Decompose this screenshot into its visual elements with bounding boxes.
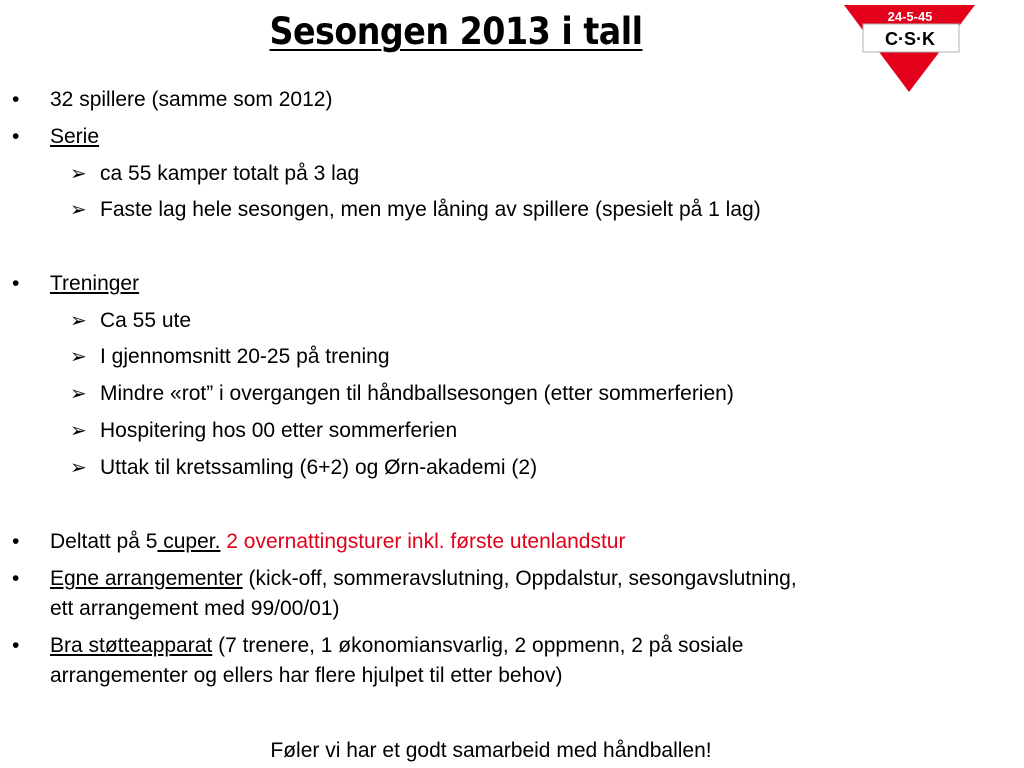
sub-bullet-text: Uttak til kretssamling (6+2) og Ørn-akademi (2) [100, 456, 538, 479]
sub-bullet-text: Faste lag hele sesongen, men mye låning av spillere (spesielt på 1 lag) [100, 198, 761, 221]
bullet-text: 32 spillere (samme som 2012) [50, 88, 333, 111]
bullet-glyph: • [12, 272, 20, 295]
stotteapparat-line2: arrangementer og ellers har flere hjulpet til etter behov) [50, 664, 563, 687]
bullet-text-arrangementer [50, 567, 797, 591]
bullet-heading-treninger: Treninger [50, 272, 140, 295]
arrangementer-line1: (kick-off, sommeravslutning, Oppdalstur, sesongavslutning, [242, 567, 797, 590]
footer-text: Føler vi har et godt samarbeid med håndballen! [270, 739, 712, 762]
arrow-glyph: ➢ [70, 199, 87, 221]
arrow-glyph: ➢ [70, 457, 87, 479]
arrow-glyph: ➢ [70, 420, 87, 442]
logo-top-text: 24-5-45 [887, 9, 933, 24]
bullet-heading-serie: Serie [50, 125, 100, 148]
arrow-glyph: ➢ [70, 383, 87, 405]
sub-bullet-text: Hospitering hos 00 etter sommerferien [100, 419, 458, 442]
sub-bullet-text: ca 55 kamper totalt på 3 lag [100, 162, 360, 185]
sub-bullet-text: I gjennomsnitt 20-25 på trening [100, 345, 390, 368]
bullet-glyph: • [12, 567, 20, 590]
logo-bottom-text: C·S·K [885, 29, 935, 49]
bullet-glyph: • [12, 88, 20, 111]
arrangementer-line2: ett arrangement med 99/00/01) [50, 597, 340, 620]
bullet-glyph: • [12, 530, 20, 553]
sub-bullet-text: Ca 55 ute [100, 309, 192, 332]
bullet-glyph: • [12, 125, 20, 148]
cuper-link[interactable]: cuper. [157, 530, 221, 553]
bullet-glyph: • [12, 634, 20, 657]
cuper-prefix: Deltatt på 5 [50, 530, 158, 553]
arrow-glyph: ➢ [70, 346, 87, 368]
cuper-red-text: 2 overnattingsturer inkl. første utenlandstur [220, 530, 626, 553]
stotteapparat-link[interactable]: Bra støtteapparat [50, 634, 213, 657]
stotteapparat-line1: (7 trenere, 1 økonomiansvarlig, 2 oppmenn, 2 på sosiale [212, 634, 744, 657]
bullet-text-cuper [50, 530, 625, 554]
page-title: Sesongen 2013 i tall [269, 10, 643, 53]
arrangementer-link[interactable]: Egne arrangementer [50, 567, 243, 590]
bullet-text-stotteapparat [50, 634, 743, 658]
arrow-glyph: ➢ [70, 163, 87, 185]
sub-bullet-text: Mindre «rot” i overgangen til håndballsesongen (etter sommerferien) [100, 382, 734, 405]
arrow-glyph: ➢ [70, 310, 87, 332]
